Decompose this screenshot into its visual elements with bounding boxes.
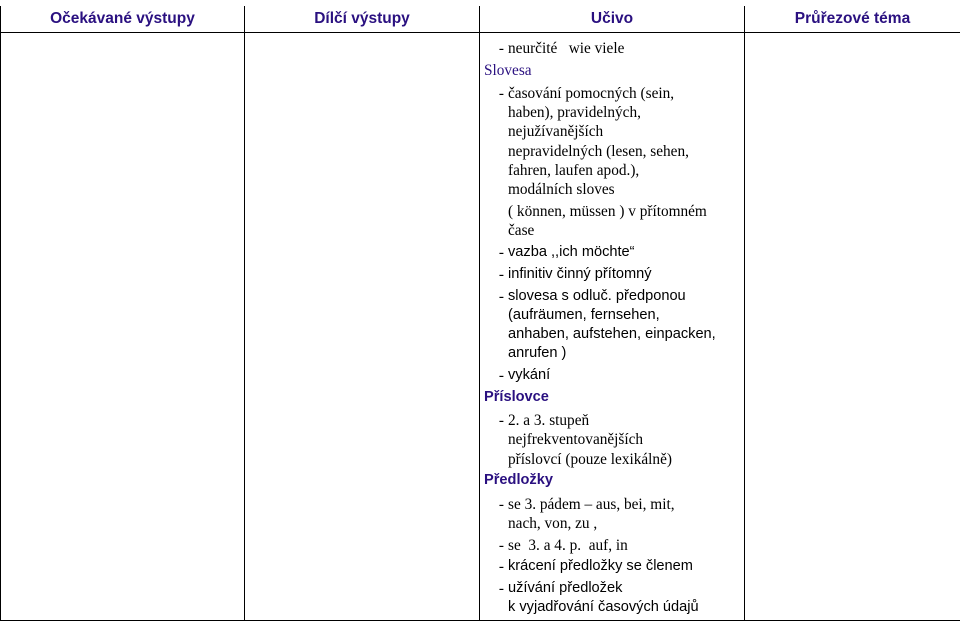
bullet-dash: - bbox=[484, 84, 508, 199]
item-text: vazba ,,ich möchte“ bbox=[508, 243, 738, 262]
bullet-dash: - bbox=[484, 366, 508, 385]
list-item bbox=[484, 84, 738, 199]
item-line: k vyjadřování časových údajů bbox=[508, 598, 738, 617]
table-header-row bbox=[1, 6, 960, 33]
item-line: 2. a 3. stupeň bbox=[508, 411, 738, 430]
item-text-block bbox=[508, 495, 738, 533]
item-text-block bbox=[508, 411, 738, 469]
bullet-dash: - bbox=[484, 411, 508, 469]
list-item bbox=[484, 495, 738, 533]
item-text: infinitiv činný přítomný bbox=[508, 265, 738, 284]
curriculum-content bbox=[480, 33, 744, 618]
item-text: krácení předložky se členem bbox=[508, 557, 738, 576]
list-item bbox=[484, 287, 738, 364]
item-line: nepravidelných (lesen, sehen, bbox=[508, 142, 738, 161]
list-item bbox=[484, 411, 738, 469]
item-line: nach, von, zu , bbox=[508, 514, 738, 533]
item-line: se 3. pádem – aus, bei, mit, bbox=[508, 495, 738, 514]
heading-predlozky: Předložky bbox=[484, 471, 738, 490]
item-line: ( können, müssen ) v přítomném bbox=[508, 202, 738, 221]
header-cross-topic: Průřezové téma bbox=[745, 6, 960, 33]
item-line: slovesa s odluč. předponou bbox=[508, 287, 738, 306]
plain-text-block bbox=[484, 202, 738, 240]
item-line: anrufen ) bbox=[508, 344, 738, 363]
bullet-dash: - bbox=[484, 536, 508, 555]
item-line: užívání předložek bbox=[508, 579, 738, 598]
item-line: příslovcí (pouze lexikálně) bbox=[508, 450, 738, 469]
cell-curriculum bbox=[480, 33, 745, 621]
header-expected-outcomes: Očekávané výstupy bbox=[1, 6, 245, 33]
item-line: modálních sloves bbox=[508, 180, 738, 199]
item-text: vykání bbox=[508, 366, 738, 385]
item-text-block bbox=[508, 287, 738, 364]
header-partial-outcomes: Dílčí výstupy bbox=[245, 6, 480, 33]
item-line: haben), pravidelných, bbox=[508, 103, 738, 122]
table-row bbox=[1, 33, 960, 621]
bullet-dash: - bbox=[484, 557, 508, 576]
heading-prislovce: Příslovce bbox=[484, 388, 738, 407]
bullet-dash: - bbox=[484, 243, 508, 262]
cell-partial-outcomes bbox=[245, 33, 480, 621]
cell-expected-outcomes bbox=[1, 33, 245, 621]
curriculum-table bbox=[0, 6, 960, 621]
item-line: (aufräumen, fernsehen, bbox=[508, 306, 738, 325]
list-item bbox=[484, 366, 738, 385]
bullet-dash: - bbox=[484, 579, 508, 617]
item-text-block bbox=[508, 84, 738, 199]
item-line: nejfrekventovanějších bbox=[508, 430, 738, 449]
list-item bbox=[484, 579, 738, 617]
bullet-dash: - bbox=[484, 39, 508, 58]
item-text: neurčité wie viele bbox=[508, 39, 738, 58]
bullet-dash: - bbox=[484, 287, 508, 364]
item-line: fahren, laufen apod.), bbox=[508, 161, 738, 180]
item-line: časování pomocných (sein, bbox=[508, 84, 738, 103]
item-text: se 3. a 4. p. auf, in bbox=[508, 536, 738, 555]
list-item bbox=[484, 39, 738, 58]
item-line: anhaben, aufstehen, einpacken, bbox=[508, 325, 738, 344]
bullet-dash: - bbox=[484, 495, 508, 533]
list-item bbox=[484, 243, 738, 262]
list-item bbox=[484, 536, 738, 555]
bullet-dash: - bbox=[484, 265, 508, 284]
cell-cross-topic bbox=[745, 33, 960, 621]
list-item bbox=[484, 265, 738, 284]
list-item bbox=[484, 557, 738, 576]
item-text-block bbox=[508, 579, 738, 617]
heading-slovesa: Slovesa bbox=[484, 61, 738, 80]
header-curriculum: Učivo bbox=[480, 6, 745, 33]
item-line: nejužívanějších bbox=[508, 122, 738, 141]
item-line: čase bbox=[508, 221, 738, 240]
